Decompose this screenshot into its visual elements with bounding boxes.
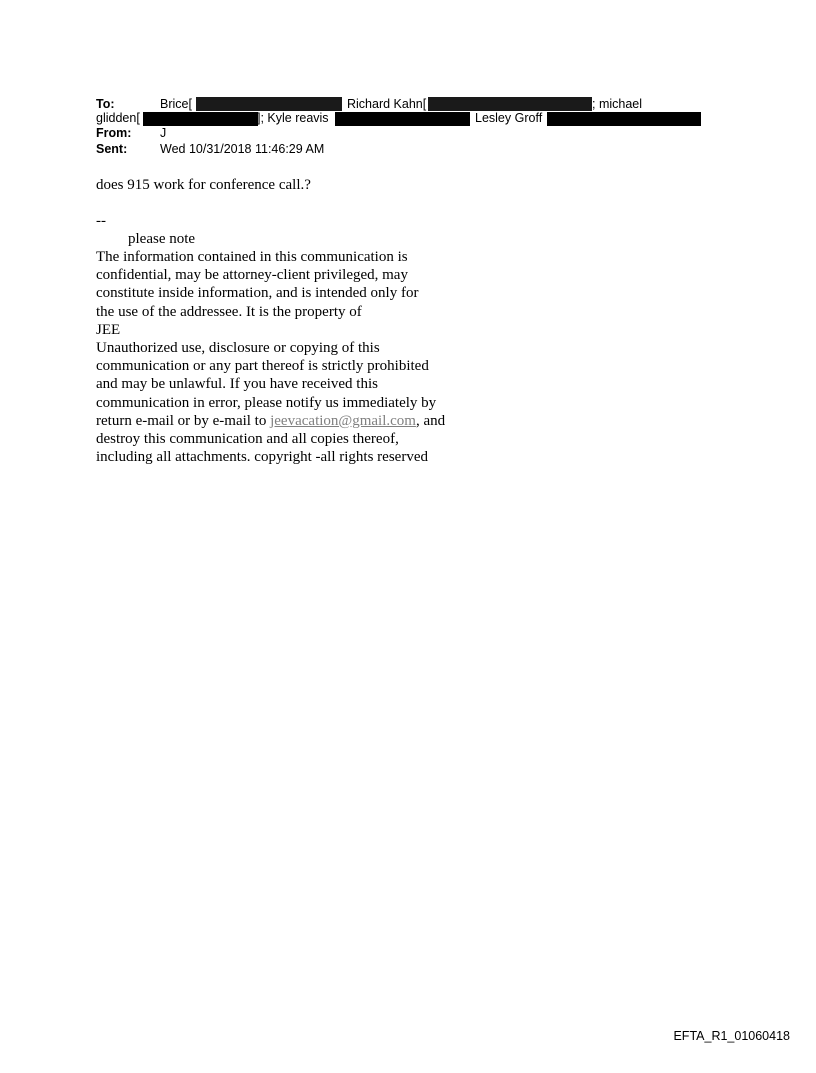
to-recipient-michael: ; michael	[592, 97, 643, 111]
signature-separator: --	[96, 213, 106, 229]
redaction-box	[547, 112, 701, 126]
to-label: To:	[96, 97, 115, 111]
redaction-box	[335, 112, 470, 126]
disclaimer-line: communication in error, please notify us immediately by	[96, 394, 437, 411]
from-row	[96, 126, 167, 140]
sent-label: Sent:	[96, 142, 128, 156]
disclaimer-line: the use of the addressee. It is the property of	[96, 303, 362, 320]
please-note: please note	[128, 231, 196, 247]
document-id: EFTA_R1_01060418	[673, 1029, 790, 1043]
to-recipient-brice: Brice[	[160, 97, 192, 111]
sent-row	[96, 142, 325, 156]
to-recipient-kyle-reavis: ]; Kyle reavis	[257, 111, 329, 125]
disclaimer-line: JEE	[96, 321, 121, 338]
disclaimer-line: confidential, may be attorney-client privileged, may	[96, 267, 408, 284]
disclaimer-line: Unauthorized use, disclosure or copying of this	[96, 340, 380, 357]
disclaimer-line: including all attachments. copyright -all rights reserved	[96, 449, 428, 466]
message-text: does 915 work for conference call.?	[96, 177, 311, 193]
return-prefix: return e-mail or by e-mail to	[96, 412, 271, 429]
disclaimer-line-email	[96, 412, 445, 430]
to-row	[96, 97, 115, 111]
redaction-box	[143, 112, 258, 126]
disclaimer-line: destroy this communication and all copies thereof,	[96, 431, 399, 448]
disclaimer-line: communication or any part thereof is strictly prohibited	[96, 358, 429, 375]
disclaimer-line: constitute inside information, and is intended only for	[96, 285, 419, 302]
return-suffix: , and	[415, 412, 446, 429]
from-value: J	[160, 126, 167, 140]
sent-value: Wed 10/31/2018 11:46:29 AM	[160, 142, 325, 156]
to-recipient-lesley-groff: Lesley Groff	[475, 111, 543, 125]
disclaimer-line: and may be unlawful. If you have received this	[96, 376, 378, 393]
from-label: From:	[96, 126, 132, 140]
disclaimer-line: The information contained in this communication is	[96, 249, 408, 265]
email-link[interactable]: jeevacation@gmail.com	[270, 412, 416, 429]
to-recipient-richard-kahn: Richard Kahn[	[347, 97, 427, 111]
disclaimer	[96, 248, 445, 466]
to-recipient-glidden: glidden[	[96, 111, 140, 125]
redaction-box	[428, 97, 592, 111]
redaction-box	[196, 97, 342, 111]
